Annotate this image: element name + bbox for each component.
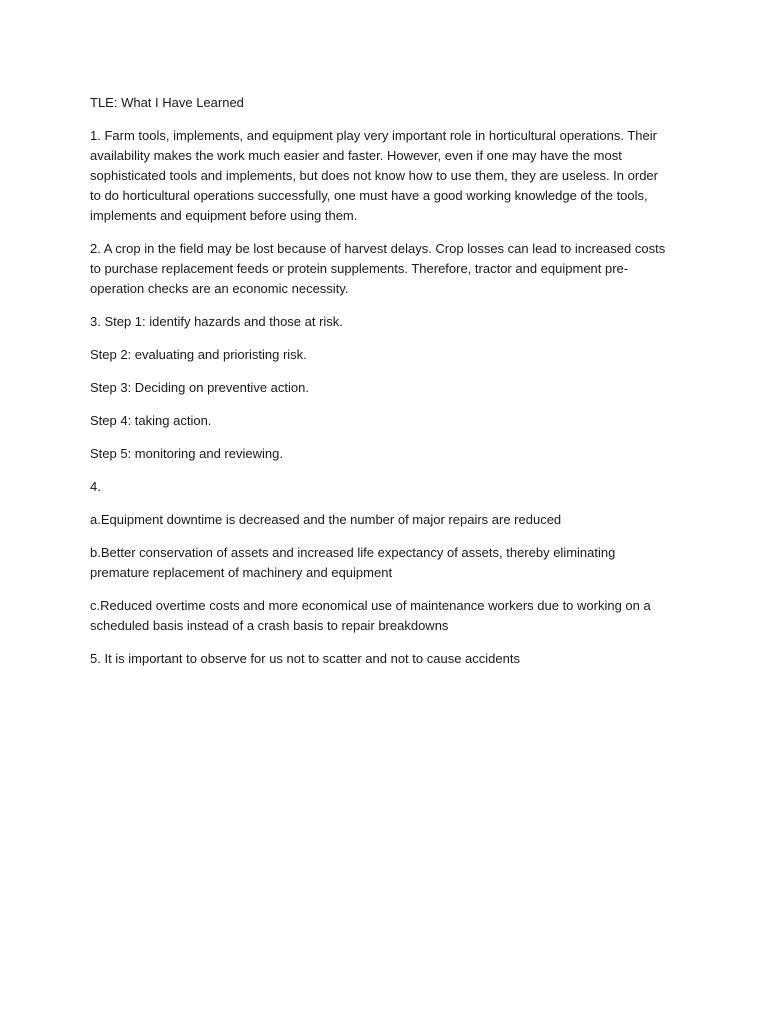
paragraph-answer-4b: b.Better conservation of assets and increased life expectancy of assets, thereby eliminating premature replacement of machinery and equipment <box>90 545 616 580</box>
paragraph-answer-1: 1. Farm tools, implements, and equipment play very important role in horticultural operations. Their availability makes the work much easier and faster. However, even if one may have the most sophisticated tools and implements, but does not know how to use them, they are useless. In order to do horticultural operations successfully, one must have a good working knowledge of the tools, implements and equipment before using them. <box>90 128 658 223</box>
paragraph-answer-5: 5. It is important to observe for us not to scatter and not to cause accidents <box>90 651 520 666</box>
paragraph-step-1: 3. Step 1: identify hazards and those at risk. <box>90 314 343 329</box>
document-title: TLE: What I Have Learned <box>90 95 244 110</box>
paragraph-answer-2: 2. A crop in the field may be lost because of harvest delays. Crop losses can lead to increased costs to purchase replacement feeds or protein supplements. Therefore, tractor and equipment pre-operation checks are an economic necessity. <box>90 241 666 296</box>
paragraph-answer-4-heading: 4. <box>90 479 101 494</box>
paragraph-step-2: Step 2: evaluating and prioristing risk. <box>90 347 307 362</box>
paragraph-step-5: Step 5: monitoring and reviewing. <box>90 446 283 461</box>
paragraph-answer-4c: c.Reduced overtime costs and more economical use of maintenance workers due to working on a scheduled basis instead of a crash basis to repair breakdowns <box>90 598 651 633</box>
paragraph-answer-4a: a.Equipment downtime is decreased and the number of major repairs are reduced <box>90 512 562 527</box>
paragraph-step-4: Step 4: taking action. <box>90 413 212 428</box>
paragraph-step-3: Step 3: Deciding on preventive action. <box>90 380 309 395</box>
